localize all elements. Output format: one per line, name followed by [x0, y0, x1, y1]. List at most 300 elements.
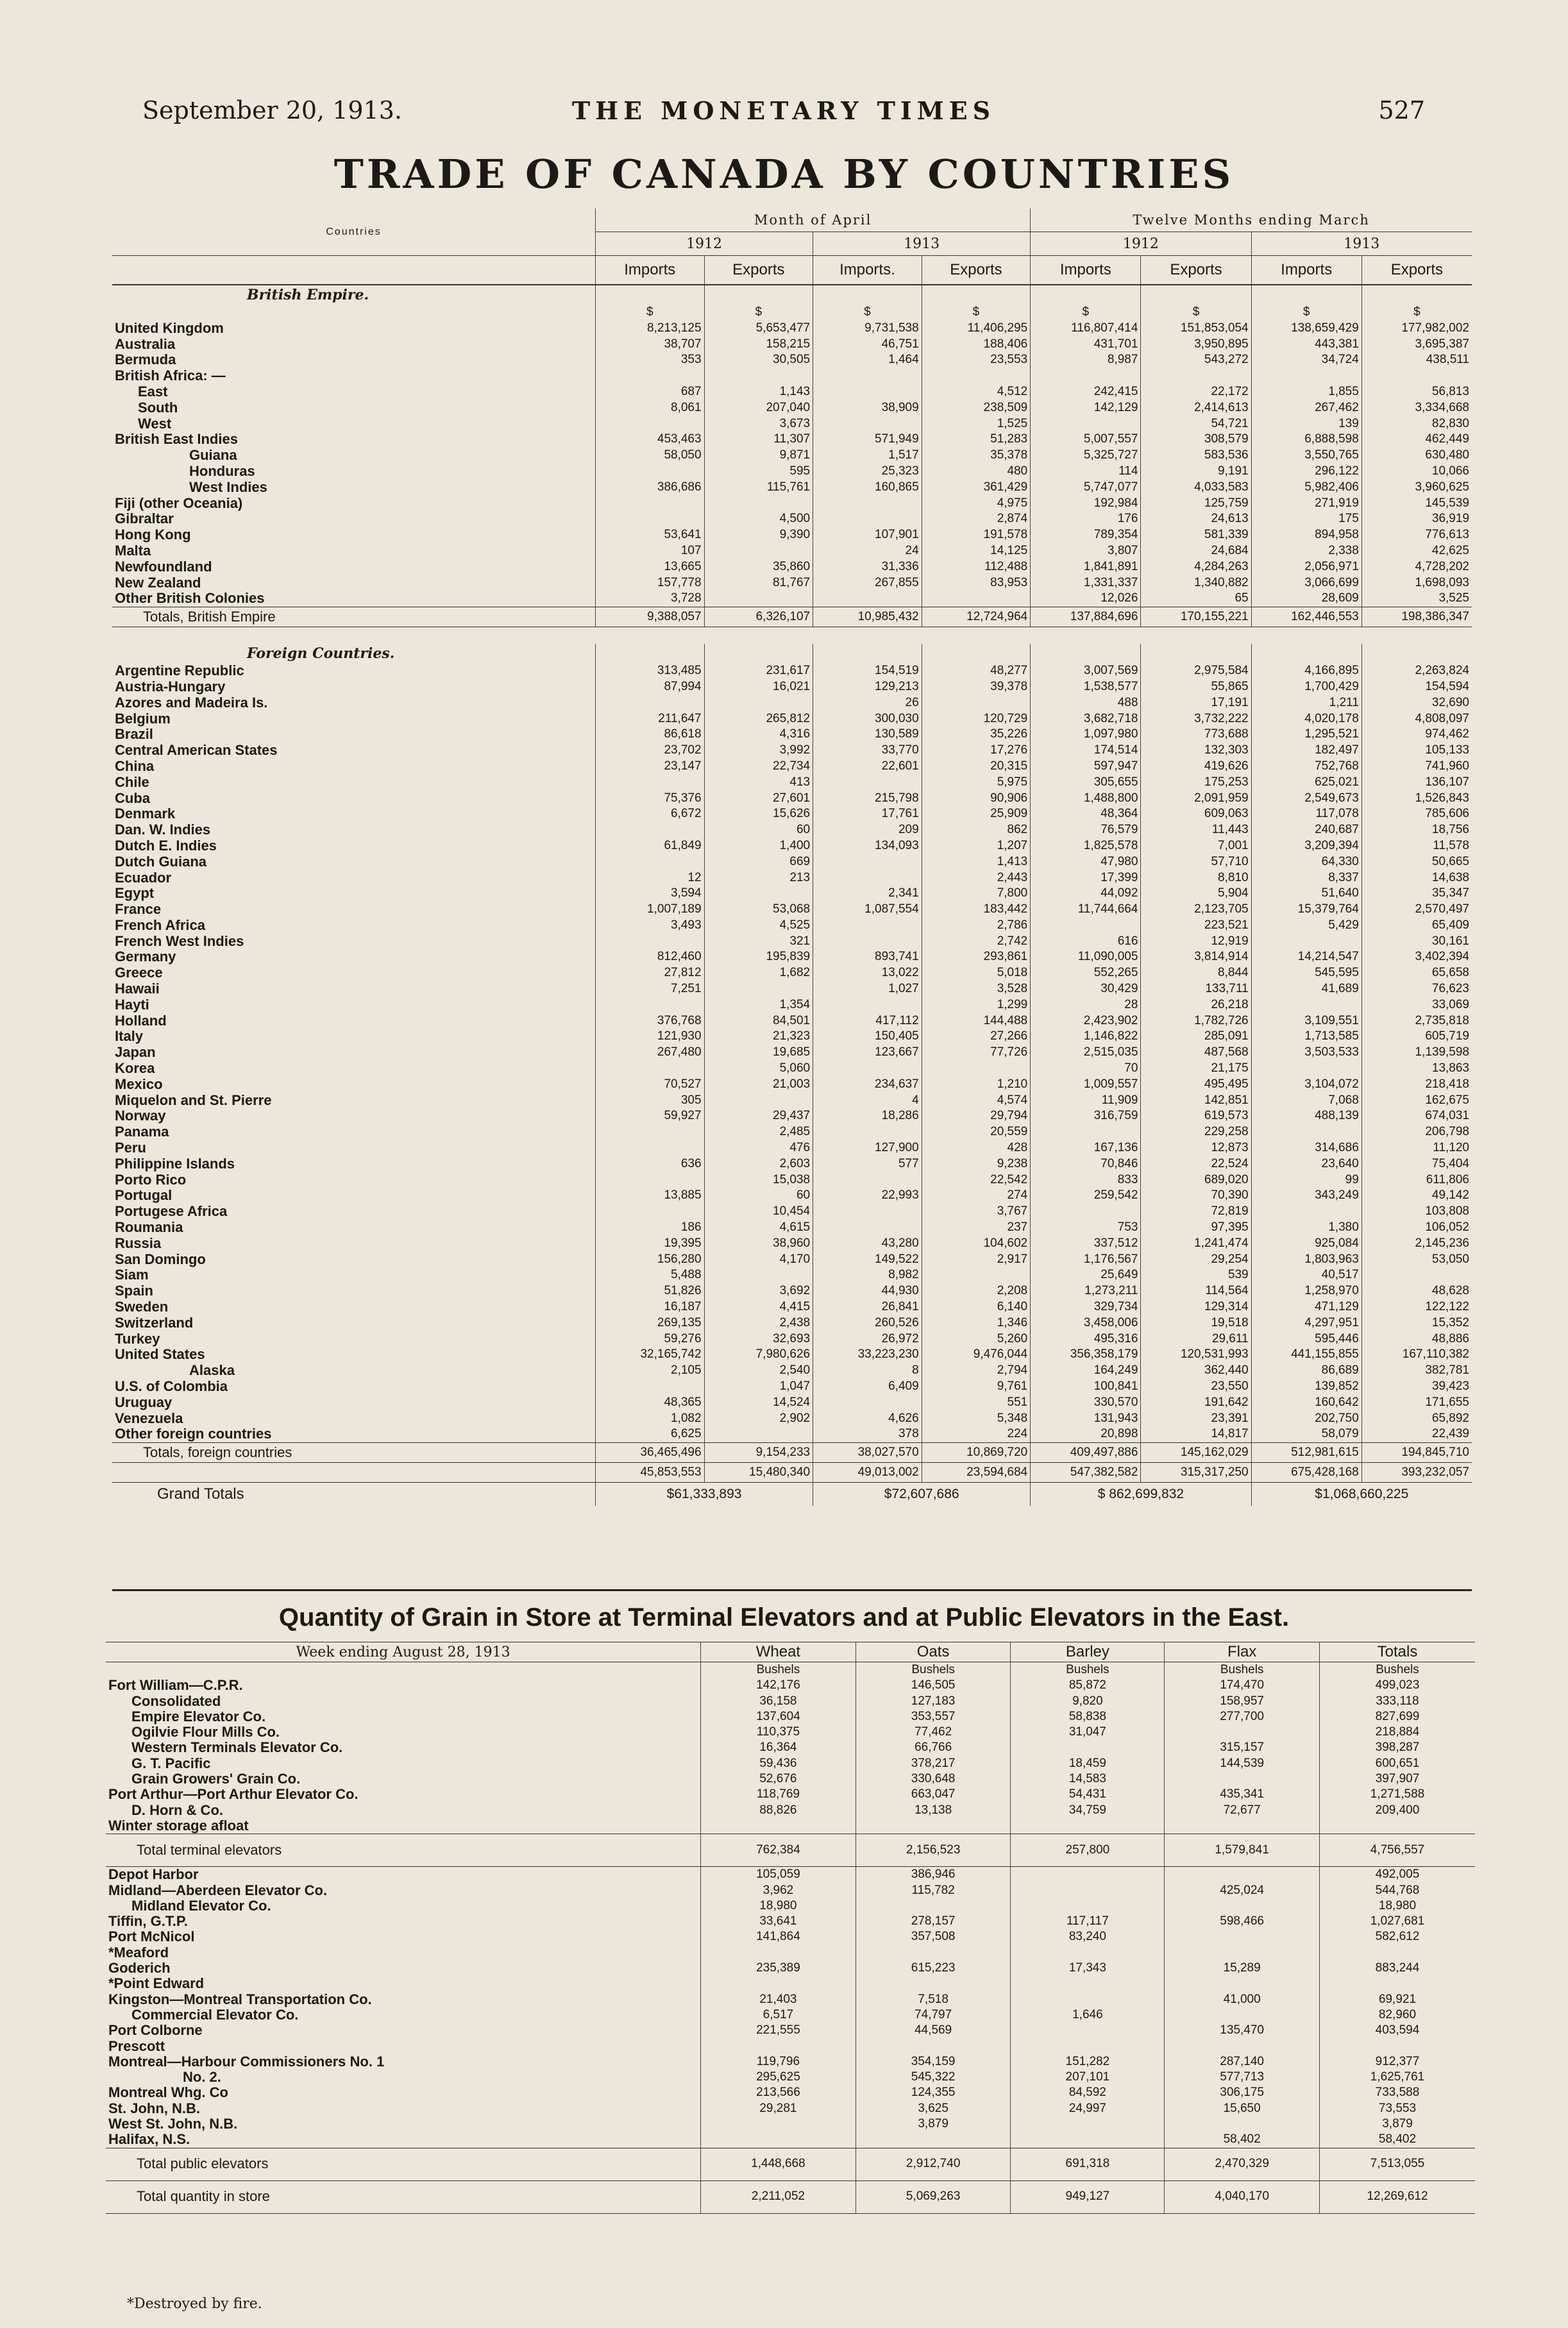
- value-cell: 58,079: [1251, 1426, 1361, 1442]
- value-cell: 142,851: [1141, 1093, 1251, 1109]
- country-name: Portugal: [115, 1188, 173, 1204]
- value-cell: 28,609: [1251, 591, 1361, 607]
- terminal-row: [106, 1803, 1475, 1818]
- grain-table: [106, 1642, 1475, 2214]
- value-cell: [813, 1124, 922, 1140]
- foreign-row: [112, 1188, 1472, 1204]
- value-cell: [1251, 1204, 1361, 1220]
- value-cell: 551: [922, 1395, 1031, 1411]
- public-row: [106, 1867, 1475, 1883]
- quantity-cell: [701, 2116, 856, 2132]
- value-cell: 3,682,718: [1031, 711, 1141, 727]
- blank-cell: [922, 285, 1031, 305]
- value-cell: 487,568: [1141, 1045, 1251, 1061]
- value-cell: 1,698,093: [1361, 575, 1472, 591]
- elevator-name: Kingston—Montreal Transportation Co.: [108, 1991, 372, 2007]
- total-cell: 5,069,263: [856, 2180, 1011, 2213]
- blank-cell: [1031, 644, 1141, 663]
- total-cell: 145,162,029: [1141, 1443, 1251, 1463]
- quantity-cell: 174,470: [1165, 1678, 1320, 1693]
- value-cell: 1,488,800: [1031, 791, 1141, 807]
- blank-cell: [813, 285, 922, 305]
- value-cell: 1,346: [922, 1315, 1031, 1331]
- value-cell: 17,276: [922, 743, 1031, 759]
- value-cell: 191,642: [1141, 1395, 1251, 1411]
- quantity-cell: 1,027,681: [1319, 1914, 1475, 1929]
- value-cell: 8,810: [1141, 870, 1251, 886]
- british-row: [112, 432, 1472, 448]
- value-cell: 476: [704, 1140, 813, 1156]
- value-cell: 150,405: [813, 1029, 922, 1045]
- value-cell: 25,649: [1031, 1267, 1141, 1283]
- value-cell: 23,702: [596, 743, 705, 759]
- value-cell: 9,731,538: [813, 321, 922, 337]
- value-cell: 3,807: [1031, 543, 1141, 559]
- foreign-row: [112, 1108, 1472, 1124]
- value-cell: 44,092: [1031, 886, 1141, 902]
- value-cell: [596, 775, 705, 791]
- quantity-cell: [1165, 2007, 1320, 2023]
- value-cell: 5,653,477: [704, 321, 813, 337]
- value-cell: 223,521: [1141, 918, 1251, 934]
- value-cell: 2,423,902: [1031, 1013, 1141, 1029]
- trade-title: TRADE OF CANADA BY COUNTRIES: [333, 151, 1235, 198]
- elevator-name: Fort William—C.P.R.: [108, 1678, 243, 1694]
- quantity-cell: 36,158: [701, 1694, 856, 1709]
- total-cell: 2,211,052: [701, 2180, 856, 2213]
- value-cell: 207,040: [704, 400, 813, 416]
- value-cell: 103,808: [1361, 1204, 1472, 1220]
- total-cell: 2,156,523: [856, 1834, 1011, 1867]
- value-cell: 3,767: [922, 1204, 1031, 1220]
- units-row: [106, 1662, 1475, 1678]
- value-cell: [922, 1061, 1031, 1077]
- quantity-cell: 33,641: [701, 1914, 856, 1929]
- value-cell: 2,603: [704, 1156, 813, 1172]
- quantity-cell: 58,402: [1165, 2132, 1320, 2148]
- value-cell: 545,595: [1251, 965, 1361, 981]
- value-cell: 4,033,583: [1141, 480, 1251, 496]
- value-cell: 552,265: [1031, 965, 1141, 981]
- elevator-name: Prescott: [108, 2038, 165, 2054]
- value-cell: [1031, 1204, 1141, 1220]
- country-name: France: [115, 902, 162, 918]
- value-cell: 22,172: [1141, 384, 1251, 400]
- value-cell: 144,488: [922, 1013, 1031, 1029]
- value-cell: 1,538,577: [1031, 679, 1141, 695]
- section-row: [112, 285, 1472, 305]
- country-name: British East Indies: [115, 432, 238, 448]
- country-name: Roumania: [115, 1220, 183, 1236]
- value-cell: [813, 934, 922, 950]
- value-cell: 39,378: [922, 679, 1031, 695]
- value-cell: [813, 416, 922, 432]
- value-cell: 443,381: [1251, 337, 1361, 353]
- value-cell: 218,418: [1361, 1077, 1472, 1093]
- value-cell: 1,087,554: [813, 902, 922, 918]
- value-cell: 1,097,980: [1031, 727, 1141, 743]
- quantity-cell: 9,820: [1011, 1694, 1165, 1709]
- value-cell: 453,463: [596, 432, 705, 448]
- quantity-cell: 110,375: [701, 1725, 856, 1740]
- country-name: China: [115, 758, 155, 774]
- value-cell: 133,711: [1141, 981, 1251, 997]
- country-name: Other British Colonies: [115, 591, 265, 607]
- value-cell: 15,626: [704, 806, 813, 822]
- quantity-cell: [1165, 2116, 1320, 2132]
- value-cell: 1,682: [704, 965, 813, 981]
- value-cell: 8,337: [1251, 870, 1361, 886]
- value-cell: 120,729: [922, 711, 1031, 727]
- foreign-row: [112, 663, 1472, 679]
- country-name: San Domingo: [115, 1251, 206, 1267]
- value-cell: 4,415: [704, 1299, 813, 1315]
- currency-cell: $: [1251, 305, 1361, 321]
- footnote: *Destroyed by fire.: [127, 2296, 262, 2312]
- british-row: [112, 511, 1472, 527]
- value-cell: 231,617: [704, 663, 813, 679]
- value-cell: 12,919: [1141, 934, 1251, 950]
- value-cell: 11,578: [1361, 838, 1472, 854]
- value-cell: 5,747,077: [1031, 480, 1141, 496]
- country-name: Honduras: [189, 463, 255, 479]
- elevator-name: Commercial Elevator Co.: [131, 2007, 299, 2023]
- value-cell: 35,378: [922, 448, 1031, 464]
- quantity-cell: 3,962: [701, 1883, 856, 1898]
- value-cell: 15,038: [704, 1172, 813, 1188]
- public-row: [106, 1976, 1475, 1991]
- total-cell: 409,497,886: [1031, 1443, 1141, 1463]
- british-total-row: [112, 607, 1472, 627]
- value-cell: 81,767: [704, 575, 813, 591]
- value-cell: 3,673: [704, 416, 813, 432]
- value-cell: 11,406,295: [922, 321, 1031, 337]
- value-cell: [596, 464, 705, 480]
- value-cell: 21,175: [1141, 1061, 1251, 1077]
- value-cell: 3,109,551: [1251, 1013, 1361, 1029]
- value-cell: [704, 981, 813, 997]
- elevator-name: Tiffin, G.T.P.: [108, 1914, 188, 1930]
- value-cell: 47,980: [1031, 854, 1141, 870]
- total-cell: 4,040,170: [1165, 2180, 1320, 2213]
- value-cell: 13,863: [1361, 1061, 1472, 1077]
- value-cell: 53,050: [1361, 1252, 1472, 1268]
- value-cell: 229,258: [1141, 1124, 1251, 1140]
- value-cell: 56,813: [1361, 384, 1472, 400]
- value-cell: 77,726: [922, 1045, 1031, 1061]
- value-cell: 1,526,843: [1361, 791, 1472, 807]
- country-name: Central American States: [115, 743, 278, 759]
- quantity-cell: [856, 1898, 1011, 1914]
- public-row: [106, 1992, 1475, 2007]
- foreign-row: [112, 1283, 1472, 1299]
- country-name: Denmark: [115, 806, 176, 822]
- quantity-cell: 492,005: [1319, 1867, 1475, 1883]
- value-cell: 26: [813, 695, 922, 711]
- value-cell: 82,830: [1361, 416, 1472, 432]
- value-cell: 6,140: [922, 1299, 1031, 1315]
- value-cell: 1,855: [1251, 384, 1361, 400]
- value-cell: [1251, 1124, 1361, 1140]
- value-cell: 11,909: [1031, 1093, 1141, 1109]
- country-name: Hayti: [115, 997, 149, 1013]
- section-divider: [112, 1589, 1472, 1591]
- quantity-cell: [1165, 1725, 1320, 1740]
- terminal-row: [106, 1694, 1475, 1709]
- country-name: East: [138, 384, 168, 400]
- value-cell: 296,122: [1251, 464, 1361, 480]
- quantity-cell: 77,462: [856, 1725, 1011, 1740]
- country-name: West Indies: [189, 479, 267, 495]
- quantity-cell: 499,023: [1319, 1678, 1475, 1693]
- public-row: [106, 1945, 1475, 1961]
- foreign-row: [112, 1077, 1472, 1093]
- value-cell: 27,812: [596, 965, 705, 981]
- value-cell: 14,214,547: [1251, 949, 1361, 965]
- value-cell: 75,376: [596, 791, 705, 807]
- quantity-cell: 44,569: [856, 2023, 1011, 2038]
- british-row: [112, 448, 1472, 464]
- foreign-row: [112, 806, 1472, 822]
- value-cell: 48,628: [1361, 1283, 1472, 1299]
- value-cell: 20,315: [922, 759, 1031, 775]
- foreign-row: [112, 1315, 1472, 1331]
- value-cell: 139: [1251, 416, 1361, 432]
- value-cell: 14,638: [1361, 870, 1472, 886]
- total-cell: 36,465,496: [596, 1443, 705, 1463]
- value-cell: [704, 1426, 813, 1442]
- value-cell: 5,904: [1141, 886, 1251, 902]
- combined-row: [112, 1463, 1472, 1483]
- country-name: Belgium: [115, 711, 171, 727]
- value-cell: [813, 775, 922, 791]
- value-cell: 129,314: [1141, 1299, 1251, 1315]
- value-cell: 48,364: [1031, 806, 1141, 822]
- value-cell: 1,525: [922, 416, 1031, 432]
- value-cell: 1,047: [704, 1379, 813, 1395]
- value-cell: 9,761: [922, 1379, 1031, 1395]
- year-header: 1912: [1031, 232, 1251, 256]
- value-cell: 120,531,993: [1141, 1347, 1251, 1363]
- value-cell: 10,454: [704, 1204, 813, 1220]
- value-cell: 495,495: [1141, 1077, 1251, 1093]
- blank-cell: [813, 644, 922, 663]
- country-name: Spain: [115, 1283, 153, 1299]
- value-cell: 61,849: [596, 838, 705, 854]
- value-cell: 441,155,855: [1251, 1347, 1361, 1363]
- value-cell: 1,825,578: [1031, 838, 1141, 854]
- value-cell: 136,107: [1361, 775, 1472, 791]
- value-cell: 112,488: [922, 559, 1031, 575]
- value-cell: 38,707: [596, 337, 705, 353]
- quantity-cell: [856, 1976, 1011, 1991]
- quantity-cell: 1,271,588: [1319, 1787, 1475, 1802]
- foreign-total-row: [112, 1443, 1472, 1463]
- value-cell: 271,919: [1251, 496, 1361, 512]
- value-cell: [813, 496, 922, 512]
- value-cell: 22,601: [813, 759, 922, 775]
- value-cell: 3,402,394: [1361, 949, 1472, 965]
- terminal-row: [106, 1740, 1475, 1755]
- country-name: South: [138, 400, 178, 416]
- value-cell: 3,493: [596, 918, 705, 934]
- quantity-cell: [1319, 2039, 1475, 2054]
- value-cell: 9,476,044: [922, 1347, 1031, 1363]
- value-cell: 539: [1141, 1267, 1251, 1283]
- value-cell: [1141, 368, 1251, 384]
- british-row: [112, 384, 1472, 400]
- value-cell: 305,655: [1031, 775, 1141, 791]
- quantity-cell: [1011, 1883, 1165, 1898]
- quantity-cell: 66,766: [856, 1740, 1011, 1755]
- value-cell: 3,503,533: [1251, 1045, 1361, 1061]
- blank-cell: [112, 305, 596, 321]
- foreign-row: [112, 949, 1472, 965]
- value-cell: 5,488: [596, 1267, 705, 1283]
- value-cell: 1,143: [704, 384, 813, 400]
- value-cell: 267,480: [596, 1045, 705, 1061]
- total-cell: 162,446,553: [1251, 607, 1361, 627]
- value-cell: 70,527: [596, 1077, 705, 1093]
- quantity-cell: 912,377: [1319, 2054, 1475, 2070]
- elevator-name: West St. John, N.B.: [108, 2116, 238, 2132]
- elevator-name: Port Arthur—Port Arthur Elevator Co.: [108, 1787, 358, 1803]
- quantity-cell: 74,797: [856, 2007, 1011, 2023]
- value-cell: 32,690: [1361, 695, 1472, 711]
- value-cell: 12,026: [1031, 591, 1141, 607]
- elevator-name: Ogilvie Flour Mills Co.: [131, 1725, 280, 1741]
- month-header: Month of April: [596, 208, 1031, 232]
- value-cell: 48,365: [596, 1395, 705, 1411]
- total-cell: 9,154,233: [704, 1443, 813, 1463]
- combined-cell: 49,013,002: [813, 1463, 922, 1483]
- section-label: Foreign Countries.: [247, 645, 395, 662]
- value-cell: 54,721: [1141, 416, 1251, 432]
- value-cell: 202,750: [1251, 1411, 1361, 1427]
- value-cell: 4,020,178: [1251, 711, 1361, 727]
- grain-column-header: Flax: [1165, 1642, 1320, 1662]
- quantity-cell: 127,183: [856, 1694, 1011, 1709]
- value-cell: [596, 997, 705, 1013]
- value-cell: 50,665: [1361, 854, 1472, 870]
- column-header: Exports: [922, 256, 1031, 285]
- grand-total-cell: $61,333,893: [596, 1483, 813, 1506]
- blank-cell: [704, 644, 813, 663]
- value-cell: 3,334,668: [1361, 400, 1472, 416]
- quantity-cell: 83,240: [1011, 1929, 1165, 1944]
- value-cell: 174,514: [1031, 743, 1141, 759]
- quantity-cell: 235,389: [701, 1961, 856, 1976]
- value-cell: 83,953: [922, 575, 1031, 591]
- value-cell: 65,409: [1361, 918, 1472, 934]
- quantity-cell: 85,872: [1011, 1678, 1165, 1693]
- value-cell: 123,667: [813, 1045, 922, 1061]
- value-cell: 1,211: [1251, 695, 1361, 711]
- value-cell: 2,208: [922, 1283, 1031, 1299]
- value-cell: 3,695,387: [1361, 337, 1472, 353]
- value-cell: 29,794: [922, 1108, 1031, 1124]
- quantity-cell: 15,650: [1165, 2101, 1320, 2116]
- value-cell: 60: [704, 822, 813, 838]
- value-cell: 260,526: [813, 1315, 922, 1331]
- value-cell: [813, 384, 922, 400]
- value-cell: 121,930: [596, 1029, 705, 1045]
- quantity-cell: [1011, 2023, 1165, 2038]
- value-cell: 4: [813, 1093, 922, 1109]
- value-cell: 438,511: [1361, 352, 1472, 368]
- value-cell: 237: [922, 1220, 1031, 1236]
- value-cell: 22,524: [1141, 1156, 1251, 1172]
- grain-column-header: Barley: [1011, 1642, 1165, 1662]
- grand-total-row: [112, 1483, 1472, 1506]
- country-name: New Zealand: [115, 575, 201, 591]
- week-header: Week ending August 28, 1913: [106, 1642, 701, 1662]
- quantity-cell: 151,282: [1011, 2054, 1165, 2070]
- value-cell: 213: [704, 870, 813, 886]
- value-cell: 1,400: [704, 838, 813, 854]
- year-header: 1913: [813, 232, 1031, 256]
- value-cell: 84,501: [704, 1013, 813, 1029]
- value-cell: 833: [1031, 1172, 1141, 1188]
- value-cell: [1361, 368, 1472, 384]
- value-cell: 171,655: [1361, 1395, 1472, 1411]
- value-cell: 33,223,230: [813, 1347, 922, 1363]
- value-cell: 2,549,673: [1251, 791, 1361, 807]
- total-label: Total public elevators: [106, 2148, 701, 2180]
- combined-cell: 45,853,553: [596, 1463, 705, 1483]
- value-cell: 7,251: [596, 981, 705, 997]
- value-cell: [813, 591, 922, 607]
- value-cell: 234,637: [813, 1077, 922, 1093]
- public-row: [106, 2007, 1475, 2023]
- quantity-cell: [1165, 1898, 1320, 1914]
- value-cell: 1,340,882: [1141, 575, 1251, 591]
- country-name: United States: [115, 1347, 205, 1363]
- value-cell: 267,855: [813, 575, 922, 591]
- value-cell: 18,756: [1361, 822, 1472, 838]
- value-cell: [813, 1220, 922, 1236]
- value-cell: [813, 918, 922, 934]
- value-cell: 157,778: [596, 575, 705, 591]
- value-cell: 106,052: [1361, 1220, 1472, 1236]
- public-row: [106, 2132, 1475, 2148]
- country-name: West: [138, 416, 172, 432]
- unit-cell: Bushels: [1165, 1662, 1320, 1678]
- value-cell: 2,443: [922, 870, 1031, 886]
- value-cell: 29,254: [1141, 1252, 1251, 1268]
- value-cell: 1,241,474: [1141, 1236, 1251, 1252]
- quantity-cell: 16,364: [701, 1740, 856, 1755]
- value-cell: 15,352: [1361, 1315, 1472, 1331]
- column-header: Exports: [704, 256, 813, 285]
- elevator-name: Midland—Aberdeen Elevator Co.: [108, 1882, 328, 1898]
- value-cell: 86,618: [596, 727, 705, 743]
- value-cell: 28: [1031, 997, 1141, 1013]
- quantity-cell: [1011, 2132, 1165, 2148]
- quantity-cell: 54,431: [1011, 1787, 1165, 1802]
- value-cell: 65: [1141, 591, 1251, 607]
- combined-cell: 393,232,057: [1361, 1463, 1472, 1483]
- section-row: [112, 644, 1472, 663]
- value-cell: 4,626: [813, 1411, 922, 1427]
- quantity-cell: [1319, 1976, 1475, 1991]
- country-name: United Kingdom: [115, 320, 224, 336]
- country-name: Azores and Madeira Is.: [115, 695, 268, 711]
- value-cell: 4,284,263: [1141, 559, 1251, 575]
- british-row: [112, 337, 1472, 353]
- foreign-row: [112, 1156, 1472, 1172]
- elevator-name: Port Colborne: [108, 2023, 203, 2039]
